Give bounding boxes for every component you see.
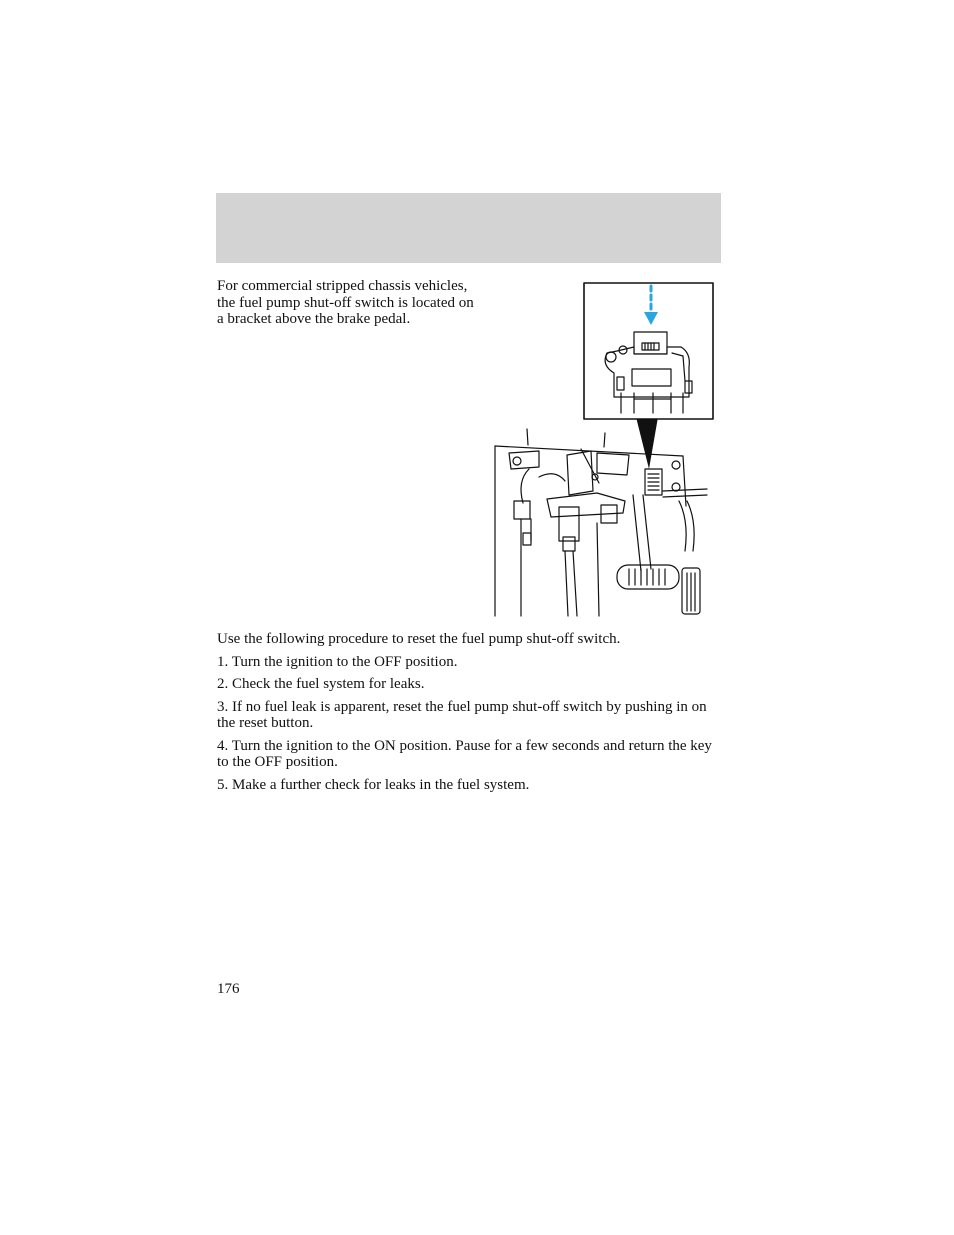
intro-paragraph: For commercial stripped chassis vehicles, the fuel pump shut-off switch is located on a bracket above the brake pedal. <box>217 278 474 327</box>
fuel-pump-switch-illustration <box>493 281 715 618</box>
procedure-lead: Use the following procedure to reset the fuel pump shut-off switch. <box>217 631 621 647</box>
procedure-section <box>217 631 717 799</box>
switch-location-icon <box>645 469 662 495</box>
procedure-step-4: 4. Turn the ignition to the ON position. Pause for a few seconds and return the key to the OFF position. <box>217 737 712 770</box>
brake-pedal-assembly-icon <box>495 429 707 616</box>
procedure-step-2: 2. Check the fuel system for leaks. <box>217 676 425 692</box>
section-header-band <box>216 193 721 263</box>
callout-pointer-icon <box>636 417 658 469</box>
procedure-step-1: 1. Turn the ignition to the OFF position. <box>217 653 458 670</box>
procedure-step-3: 3. If no fuel leak is apparent, reset the fuel pump shut-off switch by pushing in on the reset button. <box>217 698 707 731</box>
page-number: 176 <box>217 981 240 997</box>
procedure-step-5: 5. Make a further check for leaks in the fuel system. <box>217 776 530 793</box>
